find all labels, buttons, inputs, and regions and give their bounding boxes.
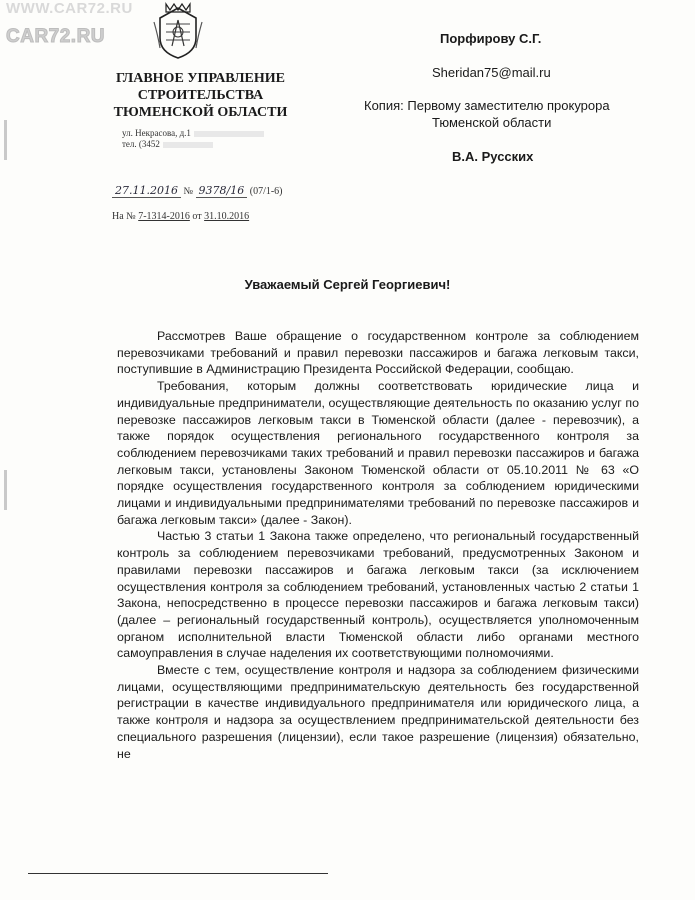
org-line: ГЛАВНОЕ УПРАВЛЕНИЕ — [115, 71, 286, 86]
watermark-logo: CAR72.RU — [6, 26, 106, 47]
watermark-top: WWW.CAR72.RU — [6, 0, 133, 17]
recipient-name: Порфирову С.Г. — [440, 31, 542, 46]
org-line: СТРОИТЕЛЬСТВА — [137, 88, 264, 103]
paragraph: Рассмотрев Ваше обращение о государственном контроле за соблюдением перевозчиками требований и правил перевозки пассажиров и багажа легковым такси, поступившие в Администрацию Президента Российской Федерации, сообщаю. — [117, 329, 639, 377]
copy-recipient-name: В.А. Русских — [452, 149, 534, 164]
copy-line: Тюменской области — [432, 115, 552, 130]
reg-date: 27.11.2016 — [112, 184, 181, 198]
copy-line: Копия: Первому заместителю прокурора — [364, 98, 610, 113]
ref-number: 7-1314-2016 — [138, 211, 190, 222]
salutation: Уважаемый Сергей Георгиевич! — [244, 277, 451, 292]
scan-edge-mark — [4, 470, 7, 510]
address-line: ул. Некрасова, д.1 — [122, 128, 191, 138]
paragraph: Требования, которым должны соответствовать юридические лица и индивидуальные предприниматели, осуществляющие деятельность по оказанию услуг по перевозке пассажиров легковым такси в Тюменской области (далее - перевозчик), а также порядок осуществления регионального государственного контроля за соблюдением перевозчиками таких требований и правил перевозки пассажиров и багажа легковым такси, установлены Законом Тюменской области от 05.10.2011 № 63 «О порядке осуществления государственного контроля за соблюдением юридическими лицами и индивидуальными предпринимателями требований по перевозке пассажиров и багажа легковым такси» (далее - Закон). — [117, 379, 639, 527]
footer-rule — [28, 873, 328, 874]
ref-date: 31.10.2016 — [204, 211, 250, 222]
coat-of-arms-icon — [152, 2, 204, 60]
registration-line — [112, 184, 283, 197]
ref-from: от — [192, 211, 202, 222]
sender-organization — [98, 70, 303, 121]
org-line: ТЮМЕНСКОЙ ОБЛАСТИ — [113, 105, 288, 120]
reg-number: 9378/16 — [196, 184, 248, 198]
phone-line: тел. (3452 — [122, 139, 160, 149]
sender-address — [122, 128, 264, 150]
reg-no-label: № — [183, 186, 194, 197]
reference-line — [112, 211, 249, 222]
paragraph: Частью 3 статьи 1 Закона также определено, что региональный государственный контроль за соблюдением перевозчиками требований, предусмотренных Законом и правилами перевозки пассажиров и багажа легковым такси (за исключением осуществления контроля за соблюдением требований, установленных частью 2 статьи 1 Закона, непосредственно в процессе перевозки пассажиров и багажа легковым такси) (далее – региональный государственный контроль), осуществляется уполномоченным органом исполнительной власти Тюменской области либо органами местного самоуправления в случае наделения их соответствующими полномочиями. — [117, 529, 639, 661]
letter-body — [117, 328, 639, 762]
paragraph: Вместе с тем, осуществление контроля и надзора за соблюдением физическими лицами, осуществляющими предпринимательскую деятельность без государственной регистрации в качестве индивидуального предпринимателя или юридического лица, а также контроля и надзора за осуществлением предпринимательской деятельности без специального разрешения (лицензии), если такое разрешение (лицензия) обязательно, не — [117, 663, 639, 761]
ref-prefix: На № — [112, 211, 136, 222]
recipient-email: Sheridan75@mail.ru — [432, 65, 551, 80]
reg-suffix: (07/1-6) — [249, 186, 283, 197]
scan-edge-mark — [4, 120, 7, 160]
